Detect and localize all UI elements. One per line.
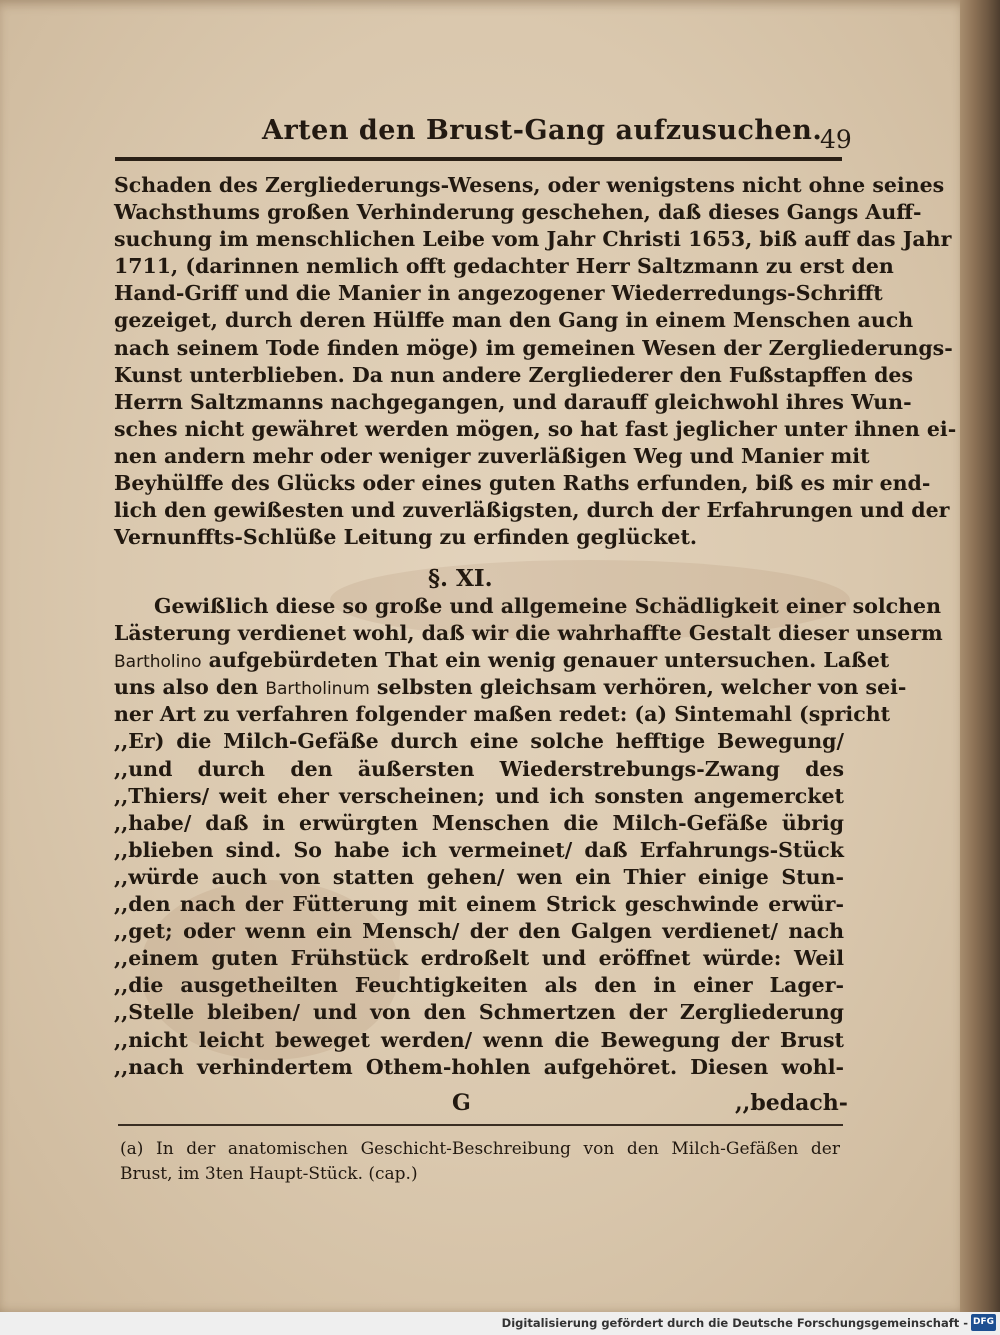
text-line: suchung im menschlichen Leibe vom Jahr Christi 1653, biß auff das Jahr [114,227,952,252]
paragraph-1 [114,172,957,551]
text-line [114,647,890,674]
text-span: selbsten gleichsam verhören, welcher von sei- [369,675,907,700]
latin-name: Bartholinum [265,679,370,700]
text-line: Gewißlich diese so große und allgemeine Schädligkeit einer solchen [154,594,941,618]
quote-line: ,,Er) die Milch-Gefäße durch eine solche hefftige Bewegung/ [114,729,844,754]
text-line: nach seinem Tode finden möge) im gemeinen Wesen der Zergliederungs- [114,335,953,360]
text-line: 1711, (darinnen nemlich offt gedachter Herr Saltzmann zu erst den [114,254,894,279]
footnote-line: Brust, im 3ten Haupt-Stück. (cap.) [120,1164,418,1184]
text-line: Wachsthums großen Verhinderung geschehen, daß dieses Gangs Auff- [114,200,922,225]
text-span: uns also den [114,675,266,700]
digitization-credit: Digitalisierung gefördert durch die Deutsche Forschungsgemeinschaft - [501,1316,968,1330]
quote-line: ,,den nach der Fütterung mit einem Strick geschwinde erwür- [114,892,844,917]
quote-line: ,,nicht leicht beweget werden/ wenn die Bewegung der Brust [114,1027,844,1052]
text-line: Herrn Saltzmanns nachgegangen, und darauff gleichwohl ihres Wun- [114,389,912,414]
quote-line: ,,blieben sind. So habe ich vermeinet/ daß Erfahrungs-Stück [114,837,844,862]
header-rule [115,157,842,161]
text-line: Kunst unterblieben. Da nun andere Zergliederer den Fußstapffen des [114,362,914,387]
running-title: Arten den Brust-Gang aufzusuchen. [262,115,823,146]
quote-line: ,,get; oder wenn ein Mensch/ der den Galgen verdienet/ nach [114,919,844,944]
text-line: gezeiget, durch deren Hülffe man den Gang in einem Menschen auch [114,308,914,333]
quote-line: ,,Stelle bleiben/ und von den Schmertzen der Zergliederung [114,1000,844,1025]
footnote-rule [118,1124,843,1126]
text-line: Lästerung verdienet wohl, daß wir die wahrhaffte Gestalt dieser unserm [114,621,943,646]
page-number: 49 [820,125,852,154]
signature-mark: G [452,1090,471,1116]
quote-line: ,,würde auch von statten gehen/ wen ein Thier einige Stun- [114,864,844,889]
quote-line: ,,habe/ daß in erwürgten Menschen die Milch-Gefäße übrig [114,810,844,835]
quote-line: ,,und durch den äußersten Wiederstrebungs-Zwang des [114,756,844,781]
quote-line: ,,nach verhindertem Othem-hohlen aufgehöret. Diesen wohl- [114,1054,844,1079]
text-line: Schaden des Zergliederungs-Wesens, oder wenigstens nicht ohne seines [114,173,945,197]
paragraph-2 [114,593,943,1081]
text-span: aufgebürdeten That ein wenig genauer untersuchen. Laßet [201,648,890,673]
text-line: Hand-Griff und die Manier in angezogener Wiederredungs-Schrifft [114,281,883,306]
quote-line: ,,die ausgetheilten Feuchtigkeiten als den in einer Lager- [114,973,844,998]
text-line [114,674,907,701]
latin-name: Bartholino [114,652,202,673]
footnote [120,1137,840,1187]
quote-line: ,,Thiers/ weit eher verscheinen; und ich sonsten angemercket [114,783,844,808]
quote-line: ,,einem guten Frühstück erdroßelt und eröffnet würde: Weil [114,946,844,971]
text-line: sches nicht gewähret werden mögen, so hat fast jeglicher unter ihnen ei- [114,416,957,441]
dfg-logo-icon[interactable]: DFG [971,1314,996,1331]
text-line: Beyhülffe des Glücks oder eines guten Raths erfunden, biß es mir end- [114,471,931,496]
text-line: ner Art zu verfahren folgender maßen redet: (a) Sintemahl (spricht [114,702,891,727]
book-edge [960,0,1000,1312]
text-line: Vernunffts-Schlüße Leitung zu erfinden geglücket. [114,525,698,550]
catchword: ,,bedach- [735,1090,848,1116]
footnote-line: (a) In der anatomischen Geschicht-Beschreibung von den Milch-Gefäßen der [120,1139,840,1159]
text-line: lich den gewißesten und zuverläßigsten, durch der Erfahrungen und der [114,498,950,523]
text-line: nen andern mehr oder weniger zuverläßigen Weg und Manier mit [114,443,870,468]
section-heading: §. XI. [428,565,493,592]
